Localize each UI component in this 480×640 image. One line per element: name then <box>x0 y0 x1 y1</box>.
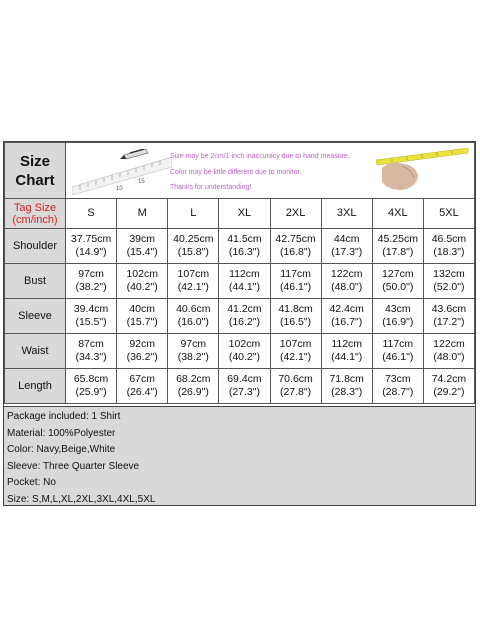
cm-value: 102cm <box>126 268 158 280</box>
measurement-cell <box>117 369 168 404</box>
cm-value: 68.2cm <box>176 373 211 385</box>
chart-header-row <box>5 143 475 199</box>
inch-value: (52.0") <box>433 281 465 293</box>
measure-banner <box>66 143 475 199</box>
inch-value: (44.1") <box>331 351 363 363</box>
cm-value: 132cm <box>433 268 465 280</box>
measurement-cell <box>66 369 117 404</box>
cm-value: 122cm <box>330 268 363 280</box>
measurement-cell <box>219 264 270 299</box>
cm-value: 74.2cm <box>431 373 467 385</box>
inch-value: (16.9") <box>382 316 414 328</box>
size-s: S <box>66 199 117 229</box>
info-sleeve: Sleeve: Three Quarter Sleeve <box>7 460 140 472</box>
note-color: Color may be little different due to monitor, <box>170 168 302 176</box>
cm-value: 73cm <box>384 373 411 385</box>
inch-value: (17.3") <box>331 246 363 258</box>
inch-value: (38.2") <box>177 351 209 363</box>
cm-value: 70.6cm <box>278 373 313 385</box>
row-label: Shoulder <box>5 229 66 264</box>
inch-value: (15.7") <box>126 316 158 328</box>
size-header-row <box>5 199 475 229</box>
row-label: Length <box>5 369 66 404</box>
inch-value: (26.9") <box>177 386 209 398</box>
chart-title-line-2: Chart <box>15 171 55 189</box>
measurement-cell <box>372 264 423 299</box>
inch-value: (25.9") <box>75 386 107 398</box>
measurement-cell <box>117 229 168 264</box>
measurement-cell <box>423 264 474 299</box>
size-xl: XL <box>219 199 270 229</box>
cm-value: 127cm <box>382 268 414 280</box>
inch-value: (48.0") <box>331 281 363 293</box>
inch-value: (44.1") <box>228 281 261 293</box>
cm-value: 41.5cm <box>227 233 262 245</box>
measurement-cell <box>66 264 117 299</box>
measurement-cell <box>270 334 321 369</box>
chart-title <box>5 143 66 199</box>
cm-value: 45.25cm <box>377 233 418 245</box>
hand-tape-measure-icon <box>372 146 470 194</box>
measurement-cell <box>168 334 219 369</box>
cm-value: 107cm <box>177 268 210 280</box>
measurement-cell <box>372 369 423 404</box>
size-3xl: 3XL <box>321 199 372 229</box>
cm-value: 107cm <box>279 338 312 350</box>
inch-value: (42.1") <box>177 281 209 293</box>
inch-value: (28.3") <box>331 386 363 398</box>
inch-value: (27.8") <box>279 386 312 398</box>
size-l: L <box>168 199 219 229</box>
note-inaccuracy: Size may be 2cm/1 inch inaccuracy due to hand measure, <box>170 153 350 160</box>
measurement-row-sleeve <box>5 299 475 334</box>
measurement-cell <box>423 369 474 404</box>
measurement-cell <box>117 264 168 299</box>
cm-value: 112cm <box>229 268 260 280</box>
tag-size-line-1: Tag Size <box>13 201 57 214</box>
measurement-cell <box>372 334 423 369</box>
measurement-cell <box>219 334 270 369</box>
inch-value: (15.4") <box>126 246 158 258</box>
measurement-cell <box>66 299 117 334</box>
ruler-mark-10: 10 <box>116 186 123 192</box>
cm-value: 43.6cm <box>431 303 467 315</box>
size-m: M <box>117 199 168 229</box>
size-chart-table <box>4 142 475 404</box>
tag-size-line-2: (cm/inch) <box>12 213 58 226</box>
measurement-cell <box>423 229 474 264</box>
measurement-cell <box>168 299 219 334</box>
pencil-ruler-icon <box>72 149 172 195</box>
measurement-cell <box>321 264 372 299</box>
measurement-cell <box>321 334 372 369</box>
inch-value: (36.2") <box>126 351 158 363</box>
inch-value: (34.3") <box>75 351 107 363</box>
product-info-panel <box>3 406 476 506</box>
row-label: Bust <box>5 264 66 299</box>
cm-value: 40.6cm <box>176 303 211 315</box>
note-thanks: Thanks for understanding! <box>170 184 252 191</box>
inch-value: (16.7") <box>331 316 363 328</box>
tag-size-label <box>5 199 66 229</box>
inch-value: (29.2") <box>433 386 465 398</box>
measurement-cell <box>66 229 117 264</box>
cm-value: 40cm <box>129 303 156 315</box>
measurement-cell <box>117 334 168 369</box>
cm-value: 42.75cm <box>275 233 316 245</box>
cm-value: 44cm <box>333 233 360 245</box>
inch-value: (15.8") <box>177 246 209 258</box>
inch-value: (26.4") <box>126 386 158 398</box>
inch-value: (46.1") <box>279 281 312 293</box>
measurement-cell <box>321 299 372 334</box>
size-4xl: 4XL <box>372 199 423 229</box>
inch-value: (16.5") <box>279 316 312 328</box>
cm-value: 40.25cm <box>173 233 214 245</box>
inch-value: (16.0") <box>177 316 209 328</box>
cm-value: 67cm <box>129 373 156 385</box>
ruler-mark-15: 15 <box>138 179 145 185</box>
measurement-cell <box>168 369 219 404</box>
chart-title-line-1: Size <box>19 152 50 170</box>
measurement-rows <box>5 229 475 404</box>
inch-value: (40.2") <box>228 351 261 363</box>
inch-value: (17.8") <box>382 246 414 258</box>
inch-value: (17.2") <box>433 316 465 328</box>
inch-value: (40.2") <box>126 281 158 293</box>
cm-value: 97cm <box>180 338 207 350</box>
measurement-cell <box>66 334 117 369</box>
measurement-cell <box>270 229 321 264</box>
size-2xl: 2XL <box>270 199 321 229</box>
inch-value: (15.5") <box>75 316 107 328</box>
measure-notes <box>170 149 350 196</box>
cm-value: 37.75cm <box>70 233 112 245</box>
measurement-cell <box>423 334 474 369</box>
info-package: Package included: 1 Shirt <box>7 411 121 422</box>
inch-value: (42.1") <box>279 351 312 363</box>
cm-value: 69.4cm <box>227 373 262 385</box>
row-label: Sleeve <box>5 299 66 334</box>
cm-value: 41.2cm <box>227 303 262 315</box>
inch-value: (38.2") <box>75 281 107 293</box>
measurement-row-bust <box>5 264 475 299</box>
info-size: Size: S,M,L,XL,2XL,3XL,4XL,5XL <box>7 493 156 505</box>
cm-value: 39cm <box>129 233 156 245</box>
measurement-cell <box>423 299 474 334</box>
cm-value: 97cm <box>78 268 104 280</box>
cm-value: 42.4cm <box>329 303 364 315</box>
cm-value: 65.8cm <box>73 373 109 385</box>
inch-value: (27.3") <box>228 386 261 398</box>
inch-value: (46.1") <box>382 351 414 363</box>
inch-value: (16.3") <box>228 246 261 258</box>
measurement-row-waist <box>5 334 475 369</box>
cm-value: 41.8cm <box>278 303 313 315</box>
cm-value: 117cm <box>280 268 311 280</box>
measurement-cell <box>270 299 321 334</box>
measurement-cell <box>219 369 270 404</box>
cm-value: 71.8cm <box>329 373 364 385</box>
measurement-cell <box>270 264 321 299</box>
row-label: Waist <box>5 334 66 369</box>
info-color: Color: Navy,Beige,White <box>7 444 116 455</box>
info-material: Material: 100%Polyester <box>7 427 116 439</box>
size-5xl: 5XL <box>423 199 474 229</box>
info-pocket: Pocket: No <box>7 477 56 488</box>
measurement-cell <box>117 299 168 334</box>
cm-value: 39.4cm <box>73 303 109 315</box>
cm-value: 112cm <box>331 338 363 350</box>
inch-value: (16.8") <box>279 246 312 258</box>
cm-value: 46.5cm <box>431 233 467 245</box>
measurement-cell <box>219 229 270 264</box>
inch-value: (48.0") <box>433 351 465 363</box>
cm-value: 122cm <box>433 338 465 350</box>
measurement-cell <box>270 369 321 404</box>
inch-value: (14.9") <box>75 246 107 258</box>
measurement-cell <box>219 299 270 334</box>
inch-value: (16.2") <box>228 316 261 328</box>
measurement-cell <box>168 229 219 264</box>
measurement-row-length <box>5 369 475 404</box>
measurement-row-shoulder <box>5 229 475 264</box>
inch-value: (50.0") <box>382 281 414 293</box>
measurement-cell <box>321 229 372 264</box>
cm-value: 102cm <box>228 338 261 350</box>
cm-value: 43cm <box>384 303 411 315</box>
cm-value: 92cm <box>129 338 156 350</box>
cm-value: 87cm <box>78 338 104 350</box>
measurement-cell <box>321 369 372 404</box>
measurement-cell <box>372 229 423 264</box>
inch-value: (18.3") <box>433 246 465 258</box>
inch-value: (28.7") <box>382 386 414 398</box>
cm-value: 117cm <box>382 338 414 350</box>
measurement-cell <box>372 299 423 334</box>
measurement-cell <box>168 264 219 299</box>
